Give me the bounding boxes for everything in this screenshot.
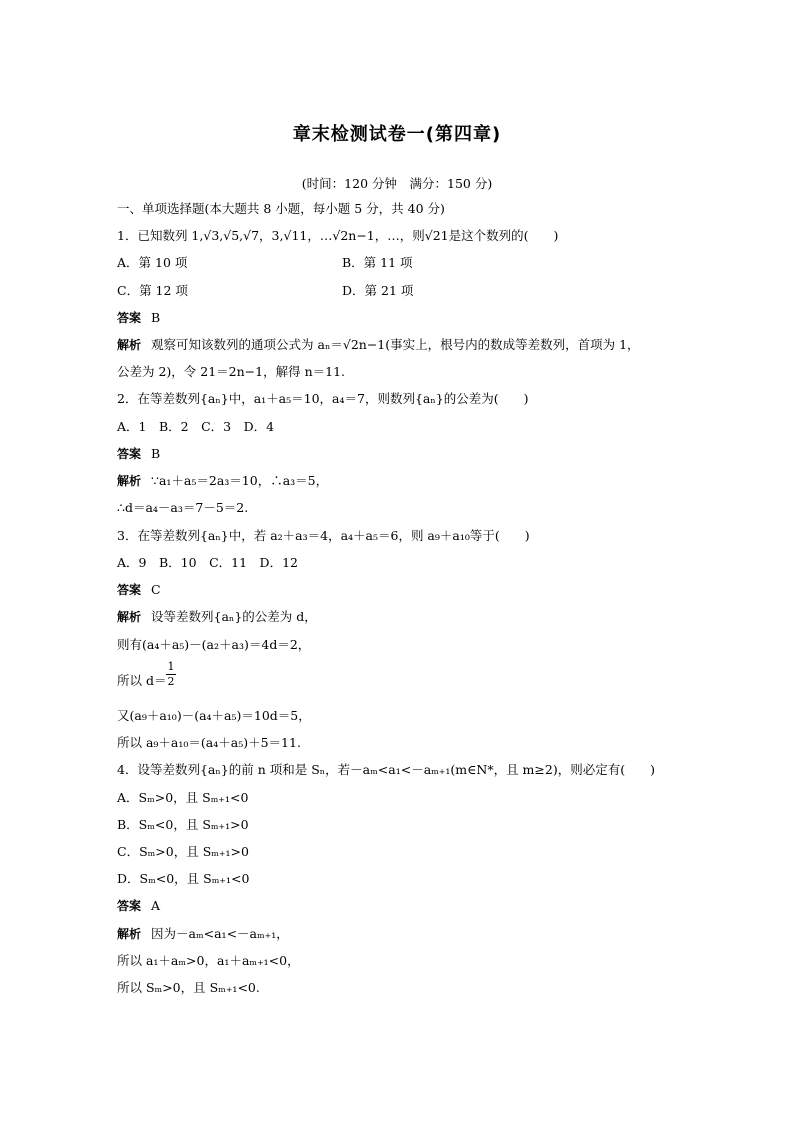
q1-analysis-2: 公差为 2)，令 21＝2n−1，解得 n＝11.: [117, 364, 346, 379]
q4-answer-row: [117, 897, 160, 915]
q2-analysis-row: [117, 472, 328, 490]
q2-answer: B: [151, 446, 161, 461]
q3-analysis-row: [117, 608, 317, 626]
analysis-label: 解析: [117, 610, 142, 624]
q3-analysis-2: 则有(a₄＋a₅)－(a₂＋a₃)＝4d＝2，: [117, 637, 311, 652]
q3-answer: C: [151, 582, 161, 597]
q3-answer-row: [117, 581, 161, 599]
fraction-numerator: 1: [167, 660, 175, 673]
q4-analysis-2: 所以 a₁＋aₘ>0，a₁＋aₘ₊₁<0，: [117, 953, 300, 968]
q3-options: A．9 B．10 C．11 D．12: [117, 555, 298, 570]
q2-options: A．1 B．2 C．3 D．4: [117, 419, 275, 434]
q1-answer-row: [117, 309, 160, 327]
q4-stem: 4．设等差数列{aₙ}的前 n 项和是 Sₙ，若－aₘ<a₁<－aₘ₊₁(m∈N*，且 m≥2)，则必定有( ): [117, 762, 655, 777]
q3-analysis-3: 所以 d＝: [117, 673, 167, 688]
q1-answer: B: [151, 310, 161, 325]
q3-analysis-5: 所以 a₉＋a₁₀＝(a₄＋a₅)＋5＝11.: [117, 735, 301, 750]
fraction-denominator: 2: [167, 675, 175, 688]
answer-label: 答案: [117, 583, 142, 597]
q4-analysis-row: [117, 925, 289, 943]
q4-option-b: B．Sₘ<0，且 Sₘ₊₁>0: [117, 817, 249, 832]
answer-label: 答案: [117, 311, 142, 325]
q4-analysis-3: 所以 Sₘ>0，且 Sₘ₊₁<0.: [117, 980, 260, 995]
answer-label: 答案: [117, 899, 142, 913]
answer-label: 答案: [117, 447, 142, 461]
q3-analysis-1: 设等差数列{aₙ}的公差为 d，: [151, 609, 317, 624]
q2-answer-row: [117, 445, 160, 463]
q1-option-b: B．第 11 项: [342, 255, 413, 270]
q4-analysis-1: 因为－aₘ<a₁<－aₘ₊₁，: [151, 926, 289, 941]
exam-time-score: (时间：120 分钟 满分：150 分): [301, 176, 493, 191]
q2-analysis-2: ∴d＝a₄－a₃＝7－5＝2.: [117, 500, 249, 515]
q1-analysis-row: [117, 336, 640, 354]
analysis-label: 解析: [117, 927, 142, 941]
q1-option-a: A．第 10 项: [117, 255, 188, 270]
q4-option-a: A．Sₘ>0，且 Sₘ₊₁<0: [117, 790, 249, 805]
q2-stem: 2．在等差数列{aₙ}中，a₁＋a₅＝10，a₄＝7，则数列{aₙ}的公差为( ): [117, 391, 529, 406]
q3-stem: 3．在等差数列{aₙ}中，若 a₂＋a₃＝4，a₄＋a₅＝6，则 a₉＋a₁₀等于( ): [117, 528, 530, 543]
analysis-label: 解析: [117, 338, 142, 352]
q4-option-c: C．Sₘ>0，且 Sₘ₊₁>0: [117, 844, 249, 859]
page-title: 章末检测试卷一(第四章): [292, 124, 502, 145]
q4-answer: A: [151, 898, 161, 913]
q2-analysis-1: ∵a₁＋a₅＝2a₃＝10，∴a₃＝5，: [151, 473, 329, 488]
q4-option-d: D．Sₘ<0，且 Sₘ₊₁<0: [117, 871, 250, 886]
q1-option-c: C．第 12 项: [117, 283, 188, 298]
q1-stem: 1．已知数列 1,√3,√5,√7，3,√11，…√2n−1，…，则√21是这个数列的( ): [117, 228, 559, 243]
q3-analysis-4: 又(a₉＋a₁₀)－(a₄＋a₅)＝10d＝5，: [117, 708, 311, 723]
q1-option-d: D．第 21 项: [342, 283, 414, 298]
fraction-one-half: [166, 661, 176, 688]
analysis-label: 解析: [117, 474, 142, 488]
section-header: 一、单项选择题(本大题共 8 小题，每小题 5 分，共 40 分): [117, 201, 445, 216]
q1-analysis-1: 观察可知该数列的通项公式为 aₙ＝√2n−1(事实上，根号内的数成等差数列，首项为 1，: [151, 337, 640, 352]
